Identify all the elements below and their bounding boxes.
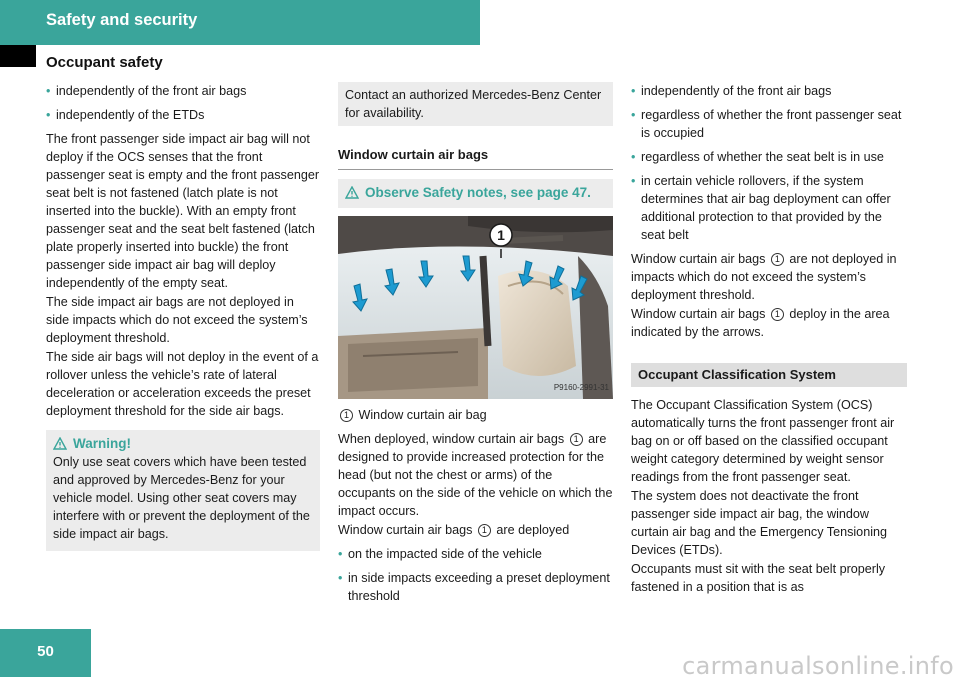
paragraph: The system does not deactivate the front passenger side impact air bag, the window curtain air bag and the Emergency Tensioning Devices (ETDs).	[631, 489, 888, 557]
subheading-window-curtain: Window curtain air bags	[338, 146, 613, 170]
photo-caption	[338, 406, 613, 424]
paragraph: The side air bags will not deploy in the event of a rollover unless the vehicle’s rate of lateral deceleration or acceleration exceeds the preset deployment threshold for the side air bags.	[46, 350, 319, 418]
chapter-header-bar	[0, 0, 480, 45]
warning-icon	[53, 437, 67, 450]
column-middle	[338, 82, 613, 611]
paragraph: Window curtain air bags 1 are deployed	[338, 523, 570, 537]
warning-text: Only use seat covers which have been tested and approved by Mercedes-Benz for your vehicle model. Using other seat covers may interfere with or prevent the deployment of the side impact air bags.	[53, 455, 310, 541]
list-item: • regardless of whether the front passenger seat is occupied	[631, 106, 907, 142]
callout-number-circle: 1	[570, 433, 583, 446]
list-item: • on the impacted side of the vehicle	[338, 545, 613, 563]
paragraph: Occupants must sit with the seat belt properly fastened in a position that is as	[631, 562, 886, 594]
warning-icon	[345, 186, 359, 199]
paragraph: The Occupant Classification System (OCS) automatically turns the front passenger front air bag on or off based on the classified occupant weight category determined by weight sensor readings from the front passenger seat.	[631, 398, 895, 484]
section-marker	[0, 45, 36, 67]
car-interior-photo	[338, 216, 613, 399]
warning-title: Warning!	[73, 436, 131, 451]
paragraph: Window curtain air bags 1 are not deployed in impacts which do not exceed the system’s deployment threshold.	[631, 252, 897, 302]
window-curtain-illustration	[338, 216, 613, 399]
callout-number: 1	[497, 227, 505, 243]
paragraph: The side impact air bags are not deployed in side impacts which do not exceed the system’s deployment threshold.	[46, 295, 308, 345]
warning-box	[46, 430, 320, 551]
paragraph: When deployed, window curtain air bags 1 are designed to provide increased protection for the head (but not the chest or arms) of the occupants on the side of the vehicle on which the impact occurs.	[338, 432, 613, 518]
list-item: • independently of the front air bags	[46, 82, 320, 100]
page-number-box	[0, 629, 91, 677]
ocs-heading: Occupant Classification System	[631, 363, 907, 387]
watermark-text: carmanualsonline.info	[682, 652, 954, 677]
list-item: • in certain vehicle rollovers, if the system determines that air bag deployment can offer additional protection to that provided by the seat belt	[631, 172, 907, 244]
list-item: • in side impacts exceeding a preset deployment threshold	[338, 569, 613, 605]
paragraph: The front passenger side impact air bag will not deploy if the OCS senses that the front passenger seat is empty and the front passenger seat belt is not fastened (latch plate is not inserted into the buckle). With an empty front passenger seat and the seat belt fastened (latch plate properly inserted into buckle) the front passenger side impact air bag will deploy independently of the empty seat.	[46, 132, 320, 290]
paragraph: Window curtain air bags 1 deploy in the area indicated by the arrows.	[631, 307, 890, 339]
column-left	[46, 82, 320, 551]
list-item: • independently of the front air bags	[631, 82, 907, 100]
callout-number-circle: 1	[771, 253, 784, 266]
chapter-title: Safety and security	[46, 11, 198, 29]
safety-note-text: Observe Safety notes, see page 47.	[365, 185, 591, 200]
list-item: • regardless of whether the seat belt is in use	[631, 148, 907, 166]
column-right	[631, 82, 907, 597]
list-item: • independently of the ETDs	[46, 106, 320, 124]
caption-text: Window curtain air bag	[358, 408, 487, 422]
safety-note-box	[338, 179, 613, 208]
callout-number-circle: 1	[478, 524, 491, 537]
image-reference-code: P9160-2991-31	[553, 383, 609, 392]
callout-number-circle: 1	[771, 308, 784, 321]
page-number: 50	[37, 643, 54, 660]
contact-note: Contact an authorized Mercedes-Benz Center for availability.	[338, 82, 613, 126]
callout-number-circle: 1	[340, 409, 353, 422]
section-title: Occupant safety	[46, 54, 163, 71]
